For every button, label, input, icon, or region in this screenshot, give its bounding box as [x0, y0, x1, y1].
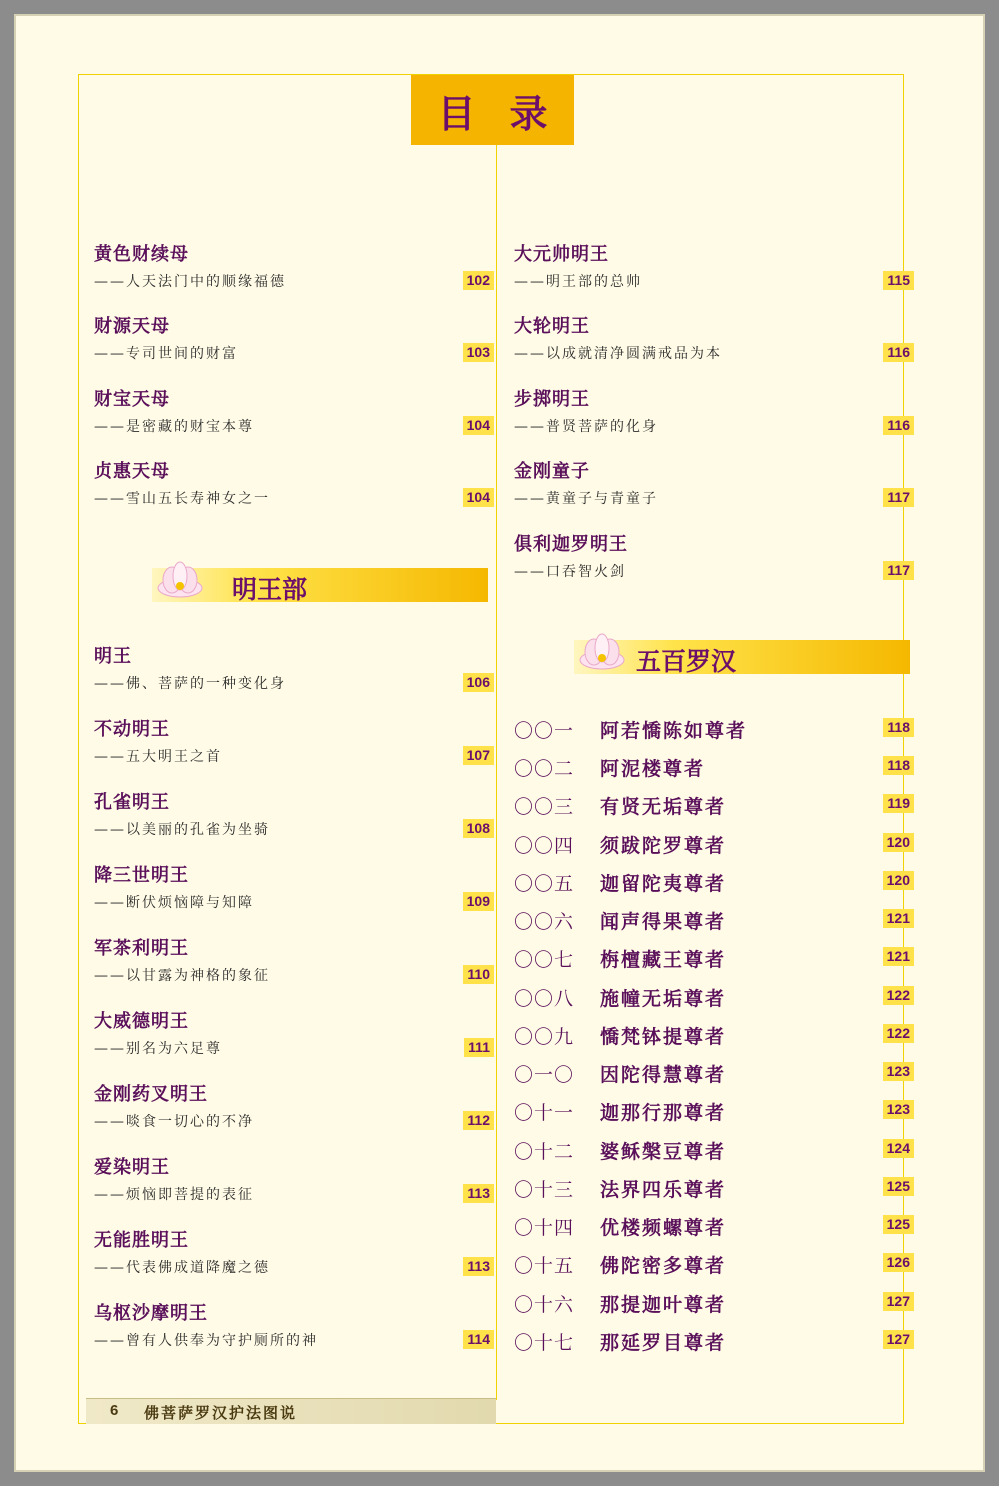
entry-page-number: 116: [883, 343, 914, 362]
toc-entry[interactable]: [94, 1080, 494, 1140]
arhat-code: 〇十三: [514, 1179, 575, 1201]
arhat-code: 〇十二: [514, 1141, 575, 1163]
toc-entry[interactable]: [94, 1153, 494, 1213]
entry-subtitle: ——黄童子与青童子: [514, 491, 658, 507]
arhat-row[interactable]: [514, 1098, 914, 1126]
arhat-row[interactable]: [514, 1328, 914, 1356]
arhat-name: 那提迦叶尊者: [600, 1294, 727, 1316]
entry-page-number: 113: [463, 1257, 494, 1276]
entry-title: 步掷明王: [514, 389, 590, 410]
arhat-page-number: 120: [883, 871, 914, 890]
arhat-name: 憍梵钵提尊者: [600, 1026, 727, 1048]
entry-subtitle: ——别名为六足尊: [94, 1041, 222, 1057]
arhat-code: 〇〇六: [514, 911, 575, 933]
arhat-code: 〇十四: [514, 1217, 575, 1239]
entry-page-number: 103: [463, 343, 494, 362]
arhat-name: 婆稣槃豆尊者: [600, 1141, 727, 1163]
arhat-page-number: 118: [883, 718, 914, 737]
entry-title: 黄色财续母: [94, 244, 189, 265]
section-title: 明王部: [232, 575, 308, 604]
entry-page-number: 102: [463, 271, 494, 290]
toc-entry[interactable]: [94, 934, 494, 994]
arhat-name: 优楼频螺尊者: [600, 1217, 727, 1239]
arhat-code: 〇〇九: [514, 1026, 575, 1048]
entry-page-number: 113: [463, 1184, 494, 1203]
entry-subtitle: ——啖食一切心的不净: [94, 1114, 254, 1130]
arhat-page-number: 120: [883, 833, 914, 852]
toc-title: [411, 75, 574, 145]
lotus-flower-icon: [572, 632, 632, 680]
arhat-code: 〇〇八: [514, 988, 575, 1010]
arhat-row[interactable]: [514, 1175, 914, 1203]
lotus-flower-icon: [150, 560, 210, 608]
arhat-name: 有贤无垢尊者: [600, 796, 727, 818]
toc-entry[interactable]: [514, 530, 914, 590]
arhat-page-number: 125: [883, 1177, 914, 1196]
entry-page-number: 117: [883, 561, 914, 580]
arhat-row[interactable]: [514, 831, 914, 859]
arhat-page-number: 119: [883, 794, 914, 813]
entry-page-number: 104: [463, 416, 494, 435]
arhat-row[interactable]: [514, 1251, 914, 1279]
entry-page-number: 110: [463, 965, 494, 984]
entry-subtitle: ——明王部的总帅: [514, 274, 642, 290]
entry-title: 金刚童子: [514, 461, 590, 482]
arhat-row[interactable]: [514, 1290, 914, 1318]
entry-page-number: 106: [463, 673, 494, 692]
arhat-name: 阿泥楼尊者: [600, 758, 706, 780]
arhat-name: 阿若憍陈如尊者: [600, 720, 748, 742]
arhat-name: 那延罗目尊者: [600, 1332, 727, 1354]
entry-title: 大威德明王: [94, 1011, 189, 1032]
entry-title: 降三世明王: [94, 865, 189, 886]
arhat-name: 闻声得果尊者: [600, 911, 727, 933]
entry-title: 无能胜明王: [94, 1230, 189, 1251]
arhat-page-number: 122: [883, 986, 914, 1005]
toc-entry[interactable]: [94, 385, 494, 445]
arhat-name: 迦那行那尊者: [600, 1102, 727, 1124]
entry-title: 财源天母: [94, 316, 170, 337]
entry-title: 金刚药叉明王: [94, 1084, 208, 1105]
arhat-code: 〇十七: [514, 1332, 575, 1354]
entry-subtitle: ——是密藏的财宝本尊: [94, 419, 254, 435]
arhat-code: 〇〇三: [514, 796, 575, 818]
arhat-page-number: 127: [883, 1330, 914, 1349]
arhat-page-number: 123: [883, 1100, 914, 1119]
entry-title: 大轮明王: [514, 316, 590, 337]
arhat-code: 〇〇二: [514, 758, 575, 780]
entry-page-number: 109: [463, 892, 494, 911]
toc-entry[interactable]: [94, 457, 494, 517]
entry-page-number: 115: [883, 271, 914, 290]
entry-title: 爱染明王: [94, 1157, 170, 1178]
entry-title: 俱利迦罗明王: [514, 534, 628, 555]
arhat-row[interactable]: [514, 716, 914, 744]
toc-entry[interactable]: [514, 240, 914, 300]
entry-subtitle: ——人天法门中的顺缘福德: [94, 274, 286, 290]
arhat-row[interactable]: [514, 984, 914, 1012]
entry-subtitle: ——专司世间的财富: [94, 346, 238, 362]
entry-page-number: 116: [883, 416, 914, 435]
arhat-page-number: 125: [883, 1215, 914, 1234]
arhat-row[interactable]: [514, 1137, 914, 1165]
arhat-page-number: 121: [883, 909, 914, 928]
entry-page-number: 112: [463, 1111, 494, 1130]
entry-page-number: 111: [464, 1038, 494, 1057]
entry-subtitle: ——代表佛成道降魔之德: [94, 1260, 270, 1276]
arhat-code: 〇〇七: [514, 949, 575, 971]
arhat-page-number: 118: [883, 756, 914, 775]
entry-page-number: 104: [463, 488, 494, 507]
arhat-page-number: 122: [883, 1024, 914, 1043]
entry-subtitle: ——以美丽的孔雀为坐骑: [94, 822, 270, 838]
arhat-name: 因陀得慧尊者: [600, 1064, 727, 1086]
title-char-2: 录: [509, 91, 548, 136]
entry-title: 不动明王: [94, 719, 170, 740]
arhat-code: 〇一〇: [514, 1064, 575, 1086]
entry-subtitle: ——以成就清净圆满戒品为本: [514, 346, 722, 362]
toc-entry[interactable]: [514, 312, 914, 372]
toc-entry[interactable]: [94, 240, 494, 300]
entry-title: 贞惠天母: [94, 461, 170, 482]
entry-page-number: 117: [883, 488, 914, 507]
arhat-row[interactable]: [514, 1213, 914, 1241]
entry-title: 明王: [94, 646, 132, 667]
arhat-name: 佛陀密多尊者: [600, 1255, 727, 1277]
footer-book-title: 佛菩萨罗汉护法图说: [144, 1404, 298, 1422]
arhat-row[interactable]: [514, 1060, 914, 1088]
entry-subtitle: ——五大明王之首: [94, 749, 222, 765]
entry-title: 军茶利明王: [94, 938, 189, 959]
arhat-row[interactable]: [514, 1022, 914, 1050]
entry-subtitle: ——断伏烦恼障与知障: [94, 895, 254, 911]
arhat-page-number: 127: [883, 1292, 914, 1311]
page-footer: [86, 1398, 496, 1424]
footer-page-number: 6: [110, 1402, 119, 1419]
entry-title: 财宝天母: [94, 389, 170, 410]
arhat-row[interactable]: [514, 907, 914, 935]
arhat-code: 〇十五: [514, 1255, 575, 1277]
arhat-page-number: 124: [883, 1139, 914, 1158]
arhat-name: 栴檀藏王尊者: [600, 949, 727, 971]
toc-entry[interactable]: [94, 1299, 494, 1359]
toc-entry[interactable]: [514, 457, 914, 517]
toc-entry[interactable]: [514, 385, 914, 445]
entry-title: 乌枢沙摩明王: [94, 1303, 208, 1324]
toc-entry[interactable]: [94, 642, 494, 702]
entry-subtitle: ——佛、菩萨的一种变化身: [94, 676, 286, 692]
entry-subtitle: ——雪山五长寿神女之一: [94, 491, 270, 507]
entry-subtitle: ——曾有人供奉为守护厕所的神: [94, 1333, 318, 1349]
toc-entry[interactable]: [94, 861, 494, 921]
arhat-row[interactable]: [514, 945, 914, 973]
arhat-code: 〇〇一: [514, 720, 575, 742]
arhat-page-number: 121: [883, 947, 914, 966]
arhat-code: 〇〇四: [514, 835, 575, 857]
toc-entry[interactable]: [94, 788, 494, 848]
toc-entry[interactable]: [94, 1226, 494, 1286]
arhat-row[interactable]: [514, 754, 914, 782]
arhat-code: 〇十六: [514, 1294, 575, 1316]
title-char-1: 目: [437, 91, 476, 136]
entry-page-number: 108: [463, 819, 494, 838]
column-divider: [496, 80, 497, 1400]
entry-subtitle: ——烦恼即菩提的表征: [94, 1187, 254, 1203]
entry-subtitle: ——以甘露为神格的象征: [94, 968, 270, 984]
arhat-row[interactable]: [514, 792, 914, 820]
section-title: 五百罗汉: [636, 647, 737, 676]
toc-entry[interactable]: [94, 312, 494, 372]
arhat-page-number: 123: [883, 1062, 914, 1081]
toc-entry[interactable]: [94, 715, 494, 775]
section-header-mingwang: [152, 568, 488, 602]
arhat-name: 须跋陀罗尊者: [600, 835, 727, 857]
arhat-code: 〇十一: [514, 1102, 575, 1124]
arhat-name: 法界四乐尊者: [600, 1179, 727, 1201]
toc-entry[interactable]: [94, 1007, 494, 1067]
arhat-row[interactable]: [514, 869, 914, 897]
entry-page-number: 114: [463, 1330, 494, 1349]
entry-title: 孔雀明王: [94, 792, 170, 813]
arhat-name: 迦留陀夷尊者: [600, 873, 727, 895]
entry-title: 大元帅明王: [514, 244, 609, 265]
section-header-arhat: [574, 640, 910, 674]
arhat-page-number: 126: [883, 1253, 914, 1272]
entry-subtitle: ——普贤菩萨的化身: [514, 419, 658, 435]
arhat-name: 施幢无垢尊者: [600, 988, 727, 1010]
entry-subtitle: ——口吞智火剑: [514, 564, 626, 580]
entry-page-number: 107: [463, 746, 494, 765]
arhat-code: 〇〇五: [514, 873, 575, 895]
